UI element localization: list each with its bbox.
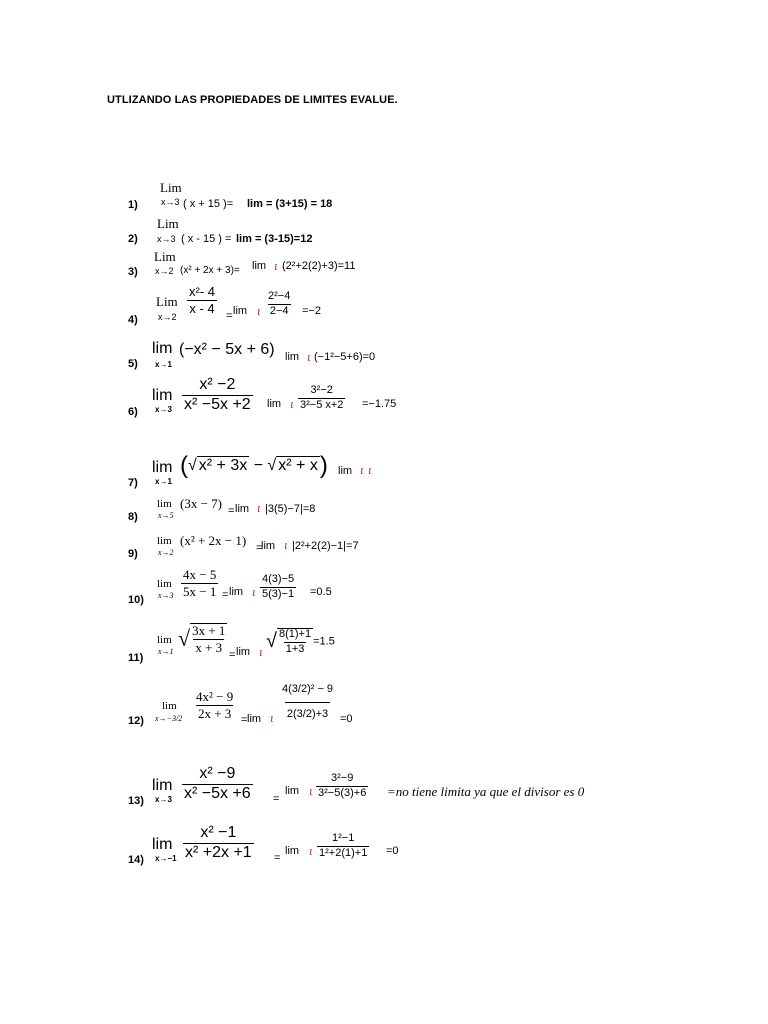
- denominator: x + 3: [195, 639, 223, 655]
- result: =1.5: [313, 635, 335, 648]
- limit-subscript: x→3: [161, 197, 180, 207]
- numerator: 4x² − 9: [196, 689, 234, 704]
- glyph: ι: [360, 462, 364, 477]
- lim-label: lim: [247, 713, 262, 725]
- minus: −: [253, 457, 264, 475]
- limit-label: lim: [152, 777, 173, 794]
- denominator: 2(3/2)+3: [285, 702, 330, 721]
- equals: =: [229, 649, 236, 661]
- result: =−2: [302, 305, 321, 317]
- expression: (x² + 2x − 1): [180, 533, 247, 548]
- item-number: 13): [128, 795, 144, 807]
- glyph: ι: [252, 584, 256, 599]
- item-number: 6): [128, 406, 138, 418]
- numerator: 4(3)−5: [262, 573, 295, 585]
- glyph: ι: [368, 462, 372, 477]
- expression: (3x − 7): [180, 496, 222, 511]
- limit-subscript: x→1: [155, 360, 172, 369]
- numerator: 4x − 5: [183, 567, 217, 582]
- limit-label: Lim: [154, 249, 176, 264]
- lim-label: lim: [285, 845, 300, 857]
- limit-subscript: x→1: [155, 477, 172, 486]
- lim-label: lim: [285, 351, 300, 363]
- numerator: x² −9: [199, 765, 236, 782]
- denominator: x² −5x +2: [184, 395, 251, 413]
- item-number: 2): [128, 233, 138, 245]
- expression: (x² + 2x + 3)=: [180, 265, 240, 276]
- limit-subscript: x→−3/2: [155, 714, 183, 723]
- limit-subscript: x→2: [158, 548, 174, 557]
- item-number: 4): [128, 314, 138, 326]
- paren-open: (: [180, 452, 188, 479]
- limit-label: lim: [157, 634, 172, 646]
- expression: (−x² − 5x + 6): [179, 341, 275, 358]
- denominator: 2−4: [269, 304, 289, 317]
- limit-label: lim: [157, 498, 172, 510]
- denominator: x - 4: [189, 300, 215, 316]
- limit-label: lim: [152, 340, 173, 357]
- glyph: ι: [284, 537, 288, 552]
- limit-label: Lim: [160, 180, 182, 195]
- denominator: 5x − 1: [183, 583, 217, 599]
- numerator: 3x + 1: [192, 623, 226, 638]
- limit-label: lim: [152, 836, 173, 853]
- limit-label: lim: [152, 459, 173, 476]
- item-number: 8): [128, 511, 138, 523]
- expression: ( x - 15 ) =: [181, 233, 232, 245]
- limit-label: Lim: [156, 294, 178, 309]
- limit-label: lim: [152, 387, 173, 404]
- result: |3(5)−7|=8: [265, 503, 316, 515]
- numerator: 8(1)+1: [278, 628, 312, 640]
- result: |2²+2(2)−1|=7: [292, 540, 359, 552]
- result: =no tiene limita ya que el divisor es 0: [387, 784, 585, 799]
- lim-label: lim: [236, 646, 251, 658]
- numerator: 1²−1: [331, 832, 355, 844]
- result: =0: [340, 713, 353, 725]
- lim-label: lim: [235, 503, 250, 515]
- limit-subscript: x→1: [158, 647, 174, 656]
- equals: =: [222, 589, 229, 601]
- numerator: 3²−2: [310, 384, 333, 396]
- equals: =: [241, 714, 248, 726]
- numerator: 4(3/2)² − 9: [282, 683, 334, 695]
- limit-label: lim: [162, 700, 177, 712]
- sqrt-term: x² + 3x: [198, 457, 248, 475]
- limit-subscript: x→3: [155, 795, 172, 804]
- item-number: 10): [128, 594, 144, 606]
- numerator: x² −2: [199, 376, 236, 393]
- lim-label: lim: [261, 540, 276, 552]
- lim-label: lim: [267, 398, 282, 410]
- lim-label: lim: [252, 260, 267, 272]
- limit-subscript: x→5: [158, 511, 174, 520]
- glyph: ι: [274, 258, 278, 273]
- glyph: ι: [259, 644, 263, 659]
- limit-subscript: x→2: [158, 312, 177, 322]
- item-number: 5): [128, 358, 138, 370]
- glyph: ι: [270, 710, 274, 725]
- glyph: ι: [257, 303, 261, 318]
- denominator: x² −5x +6: [184, 784, 251, 802]
- denominator: 5(3)−1: [262, 587, 295, 600]
- glyph: ι: [290, 396, 294, 411]
- numerator: x² −1: [200, 824, 237, 841]
- result: =0.5: [310, 586, 332, 598]
- denominator: 3²−5 x+2: [300, 398, 344, 411]
- item-number: 14): [128, 854, 144, 866]
- result: lim = (3-15)=12: [236, 233, 313, 245]
- equals: =: [273, 793, 280, 805]
- item-number: 3): [128, 266, 138, 278]
- sqrt-term: x² + x: [278, 457, 318, 475]
- item-number: 9): [128, 548, 138, 560]
- item-number: 12): [128, 715, 144, 727]
- equals: =: [228, 505, 235, 517]
- sqrt-sign: √: [178, 625, 191, 651]
- limit-subscript: x→2: [155, 266, 174, 276]
- result: =−1.75: [362, 398, 397, 410]
- glyph: ι: [307, 349, 311, 364]
- limit-label: Lim: [157, 216, 179, 231]
- denominator: x² +2x +1: [185, 843, 252, 861]
- page-title: UTLIZANDO LAS PROPIEDADES DE LIMITES EVALUE.: [107, 94, 398, 106]
- lim-label: lim: [233, 305, 248, 317]
- result: (2²+2(2)+3)=11: [282, 260, 356, 272]
- expression: ( x + 15 )=: [183, 198, 234, 210]
- limit-subscript: x→3: [155, 405, 172, 414]
- numerator: 2²−4: [268, 290, 291, 302]
- equals: =: [274, 852, 281, 864]
- equals: =: [226, 310, 233, 322]
- equals: =: [256, 542, 263, 554]
- lim-label: lim: [285, 785, 300, 797]
- limit-subscript: x→3: [158, 591, 174, 600]
- limit-subscript: x→3: [157, 234, 176, 244]
- denominator: 2x + 3: [197, 705, 232, 721]
- paren-close: ): [319, 452, 328, 479]
- result: (−1²−5+6)=0: [314, 351, 376, 363]
- limit-label: lim: [157, 578, 172, 590]
- item-number: 11): [128, 652, 144, 664]
- denominator: 1+3: [285, 642, 305, 655]
- sqrt-sign: √: [266, 630, 277, 653]
- limit-subscript: x→−1: [155, 854, 177, 863]
- glyph: ι: [309, 843, 313, 858]
- result: =0: [386, 845, 399, 857]
- denominator: 1²+2(1)+1: [319, 846, 368, 859]
- glyph: ι: [309, 783, 313, 798]
- item-number: 7): [128, 477, 138, 489]
- result: lim = (3+15) = 18: [247, 198, 333, 210]
- item-number: 1): [128, 199, 138, 211]
- lim-label: lim: [229, 586, 244, 598]
- numerator: 3²−9: [330, 772, 354, 784]
- glyph: ι: [257, 500, 261, 515]
- limit-label: lim: [157, 535, 172, 547]
- lim-label: lim: [338, 465, 353, 477]
- numerator: x²- 4: [189, 284, 215, 299]
- denominator: 3²−5(3)+6: [318, 786, 367, 799]
